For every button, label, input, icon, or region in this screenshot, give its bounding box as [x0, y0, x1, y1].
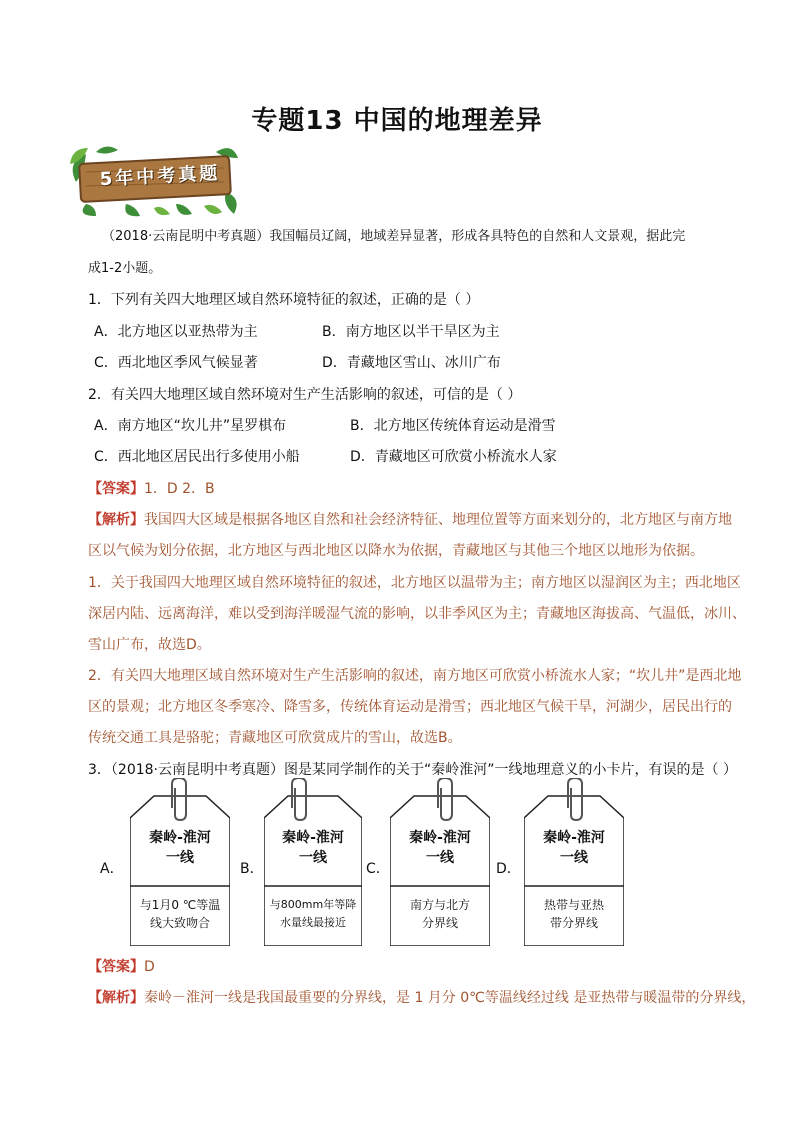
question-3-stem: 3．（2018·云南昆明中考真题）图是某同学制作的关于“秦岭淮河”一线地理意义的小卡片，有误的是（ ）	[88, 762, 737, 778]
card-c-title-2: 一线	[426, 850, 454, 866]
question-2-option-c: C．西北地区居民出行多使用小船	[94, 449, 300, 465]
answer-1	[88, 479, 215, 499]
analysis-3-text: 秦岭－淮河一线是我国最重要的分界线，是 1 月分 0℃等温线经过线 是亚热带与暖温带的分界线，	[144, 990, 756, 1006]
question-1-option-d: D．青藏地区雪山、冰川广布	[322, 355, 501, 371]
card-c-text-2: 分界线	[421, 916, 458, 930]
question-2-option-b: B．北方地区传统体育运动是滑雪	[350, 418, 556, 434]
question-2-stem: 2．有关四大地理区域自然环境对生产生活影响的叙述，可信的是（ ）	[88, 387, 522, 403]
question-2-option-d: D．青藏地区可欣赏小桥流水人家	[350, 449, 557, 465]
card-a-title-1: 秦岭-淮河	[149, 830, 211, 846]
card-a-text-1: 与1月0 ℃等温	[139, 898, 221, 912]
analysis-3-line-1	[88, 988, 755, 1008]
section-badge	[66, 142, 242, 218]
card-d-text-2: 带分界线	[549, 916, 598, 930]
card-d-text-1: 热带与亚热	[543, 898, 604, 912]
page-title: 专题13 中国的地理差异	[251, 106, 543, 136]
card-b-text-1: 与800mm年等降	[269, 898, 357, 911]
answer-tag: 【答案】	[88, 959, 144, 975]
analysis-1-p2-line-2: 区的景观；北方地区冬季寒冷、降雪多，传统体育运动是滑雪；西北地区气候干旱，河湖少，居民出行的	[88, 699, 732, 715]
badge-text: 5年中考真题	[99, 162, 221, 191]
card-b-title-2: 一线	[299, 850, 327, 866]
card-b-title-1: 秦岭-淮河	[282, 830, 344, 846]
analysis-1-p1-line-2: 深居内陆、远离海洋，难以受到海洋暖湿气流的影响，以非季风区为主；青藏地区海拔高、气温低，冰川、	[88, 606, 746, 622]
card-c-title-1: 秦岭-淮河	[409, 830, 471, 846]
card-a-title-2: 一线	[166, 850, 194, 866]
intro-line-1: （2018·云南昆明中考真题）我国幅员辽阔，地域差异显著，形成各具特色的自然和人文景观，据此完	[102, 229, 686, 244]
question-1-option-c: C．西北地区季风气候显著	[94, 355, 258, 371]
question-1-option-b: B．南方地区以半干旱区为主	[322, 324, 500, 340]
answer-3	[88, 957, 155, 977]
analysis-1-p1-line-3: 雪山广布，故选D。	[88, 637, 211, 653]
question-2-option-a: A．南方地区“坎儿井”星罗棋布	[94, 418, 287, 434]
analysis-1-p1-line-1: 1．关于我国四大地理区域自然环境特征的叙述，北方地区以温带为主；南方地区以湿润区为主；西北地区	[88, 575, 741, 591]
analysis-1-p2-line-3: 传统交通工具是骆驼；青藏地区可欣赏成片的雪山，故选B。	[88, 730, 462, 746]
analysis-1-p2-line-1: 2．有关四大地理区域自然环境对生产生活影响的叙述，南方地区可欣赏小桥流水人家；“坎儿井”是西北地	[88, 668, 742, 684]
analysis-tag: 【解析】	[88, 512, 144, 528]
answer-3-text: D	[144, 959, 155, 975]
card-c-text-1: 南方与北方	[409, 898, 470, 912]
card-d-title-2: 一线	[560, 850, 588, 866]
analysis-1-text: 我国四大区域是根据各地区自然和社会经济特征、地理位置等方面来划分的，北方地区与南方地	[144, 512, 732, 528]
card-b-text-2: 水量线最接近	[280, 916, 346, 929]
card-d-title-1: 秦岭-淮河	[543, 830, 605, 846]
question-3-label-c: C．	[366, 861, 390, 877]
question-3-label-a: A．	[100, 861, 124, 877]
question-3-label-b: B．	[240, 861, 264, 877]
answer-tag: 【答案】	[88, 481, 144, 497]
analysis-tag: 【解析】	[88, 990, 144, 1006]
answer-1-text: 1．D 2．B	[144, 481, 215, 497]
analysis-1-line-1	[88, 510, 732, 530]
card-a-text-2: 线大致吻合	[149, 916, 210, 930]
analysis-1-line-2: 区以气候为划分依据，北方地区与西北地区以降水为依据，青藏地区与其他三个地区以地形为依据。	[88, 543, 704, 559]
intro-line-2: 成1-2小题。	[88, 261, 162, 276]
question-3-label-d: D．	[496, 861, 521, 877]
question-1-option-a: A．北方地区以亚热带为主	[94, 324, 258, 340]
question-1-stem: 1．下列有关四大地理区域自然环境特征的叙述，正确的是（ ）	[88, 292, 480, 308]
